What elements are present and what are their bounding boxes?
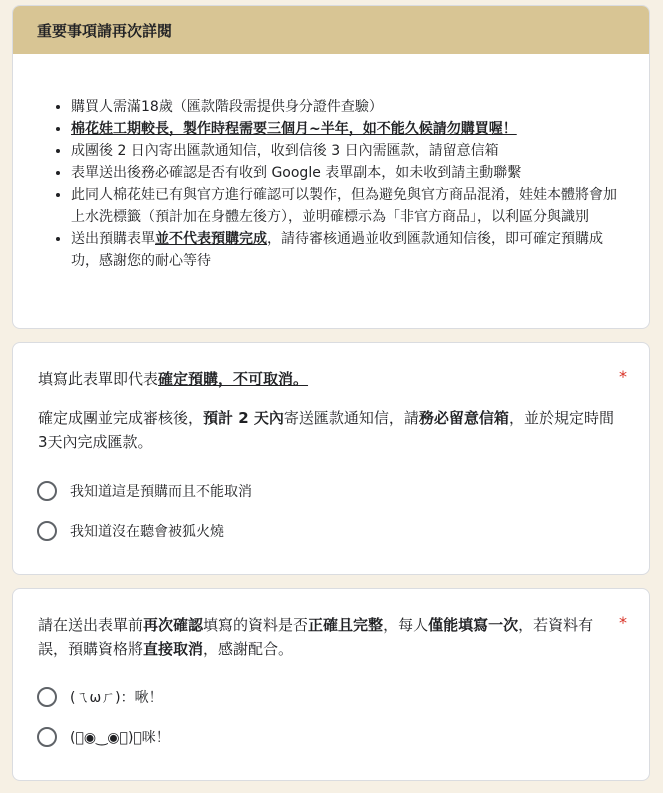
question-card-verify: [12, 588, 650, 781]
radio-option-2[interactable]: 我知道沒在聽會被狐火燒: [37, 520, 224, 542]
section-title: 重要事項請再次詳閱: [37, 21, 173, 40]
radio-button[interactable]: [37, 727, 57, 747]
question-title: 請在送出表單前再次確認填寫的資料是否正確且完整，每人僅能填寫一次，若資料有誤，預購資格將直接取消，感謝配合。: [38, 616, 594, 658]
notes-card: [12, 5, 650, 329]
note-item: • 此同人棉花娃已有與官方進行確認可以製作，但為避免與官方商品混淆，娃娃本體將會加上水洗標籤（預計加在身體左後方），並明確標示為「非官方商品」，以利區分與識別: [71, 184, 619, 228]
radio-option-2[interactable]: (ﾞ◉‿◉ﾞ)：咪！: [37, 726, 170, 748]
radio-button[interactable]: [37, 481, 57, 501]
question-title: 填寫此表單即代表確定預購，不可取消。: [38, 370, 309, 388]
question-card-confirm: [12, 342, 650, 575]
notes-list: [13, 54, 649, 272]
radio-option-1[interactable]: (ㄟωㄏ)：啾！: [37, 686, 163, 708]
required-asterisk: *: [619, 613, 627, 632]
question-description: 確定成團並完成審核後，預計 2 天內寄送匯款通知信，請務必留意信箱，並於規定時間3天內完成匯款。: [38, 409, 614, 451]
note-item: • 購買人需滿18歲（匯款階段需提供身分證件查驗）: [71, 96, 619, 118]
radio-button[interactable]: [37, 521, 57, 541]
section-header: [13, 6, 649, 54]
required-asterisk: *: [619, 367, 627, 386]
note-item: • 表單送出後務必確認是否有收到 Google 表單副本，如未收到請主動聯繫: [71, 162, 619, 184]
radio-button[interactable]: [37, 687, 57, 707]
radio-option-1[interactable]: 我知道這是預購而且不能取消: [37, 480, 252, 502]
note-item-warning: • 棉花娃工期較長，製作時程需要三個月~半年，如不能久候請勿購買喔！: [71, 118, 619, 140]
note-item: • 送出預購表單並不代表預購完成，請待審核通過並收到匯款通知信後，即可確定預購成功，感謝您的耐心等待: [71, 228, 619, 272]
note-item: • 成團後 2 日內寄出匯款通知信，收到信後 3 日內需匯款，請留意信箱: [71, 140, 619, 162]
